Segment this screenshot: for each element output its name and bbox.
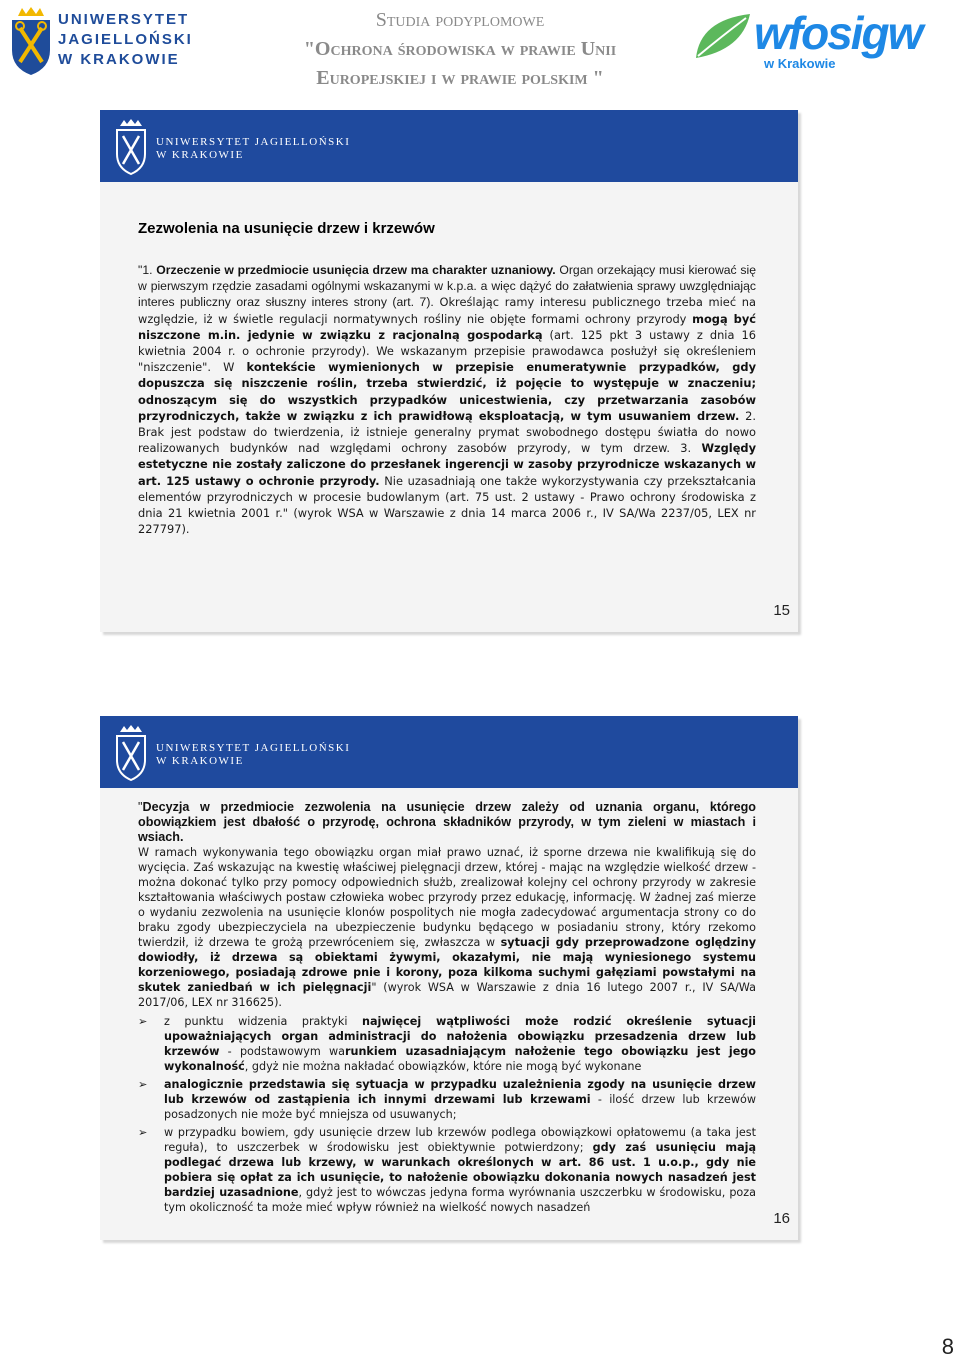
list-item: ➢ analogicznie przedstawia się sytuacja w przypadku uzależnienia zgody na usunięcie drzew lub krzewów od zastąpienia ich innymi drzewami lub krzewami - ilość drzew lub krzewów posadzonych nie może być mniejsza od usuwanych; xyxy=(138,1078,756,1121)
slide-page-number: 15 xyxy=(773,602,790,619)
slide-body-text: "1. Orzeczenie w przedmiocie usunięcia drzew ma charakter uznaniowy. Organ orzekający musi kierować się w pierwszym rzędzie zasadami ogólnymi wskazanymi w k.p.a. a więc dążyć do załatwienia sprawy uwzględniając interes publiczny oraz słuszny interes strony (art. 7). Określając ramy interesu publicznego trzeba mieć na względzie, iż w świetle regulacji normatywnych rośliny nie objęte formami ochrony przyrody mogą być niszczone m.in. jedynie w związku z racjonalną gospodarką (art. 125 pkt 3 ustawy z dnia 16 kwietnia 2004 r. o ochronie przyrody). We wskazanym przepisie prawodawca posłużył się określeniem "niszczenie". W kontekście wymienionych w przepisie enumeratywnie przypadków, gdy dopuszcza się niszczenie roślin, trzeba stwierdzić, iż pojęcie to występuje w znaczeniu; odnoszącym się do wszystkich przypadków unicestwienia, czy przetwarzania zasobów przyrodniczych, także w związku z ich prawidłową eksploatacją, w tym usuwaniem drzew. 2. Brak jest podstaw do twierdzenia, iż istnieje generalny prymat swobodnego dostępu światła do nowo realizowanych budynków nad względami ochrony zasobów przyrody, w tym drzew. 3. Względy estetyczne nie zostały zaliczone do przesłanek ingerencji w zasoby przyrodnicze wskazanych w art. 125 ustawy o ochronie przyrody. Nie uzasadniają one także wykorzystywania czy przekształcania elementów przyrodniczych w procesie budowlanym (art. 75 ust. 2 ustawy - Prawo ochrony środowiska z dnia 21 kwietnia 2001 r." (wyrok WSA w Warszawie z dnia 14 marca 2006 r., IV SA/Wa 2237/05, LEX nr 227797). xyxy=(138,263,756,537)
slide-16 xyxy=(100,716,798,1240)
leaf-icon xyxy=(692,10,754,62)
banner-text: UNIWERSYTET JAGIELLOŃSKI W KRAKOWIE xyxy=(156,136,351,161)
slide-banner xyxy=(100,110,798,182)
slide-page-number: 16 xyxy=(773,1210,790,1227)
slide-title: Zezwolenia na usunięcie drzew i krzewów xyxy=(138,220,435,237)
arrow-bullet-icon: ➢ xyxy=(138,1126,148,1139)
arrow-bullet-icon: ➢ xyxy=(138,1015,148,1028)
wfosigw-wordmark: wfosigw xyxy=(754,7,922,59)
uj-logo xyxy=(8,4,193,78)
uj-logo-text: UNIWERSYTET JAGIELLOŃSKI W KRAKOWIE xyxy=(58,11,193,68)
arrow-bullet-icon: ➢ xyxy=(138,1078,148,1091)
bullet-list xyxy=(138,1014,756,1215)
page-header-title: Studia podyplomowe "Ochrona środowiska w prawie Unii Europejskiej i w prawie polskim " xyxy=(303,9,617,89)
uj-crest-icon xyxy=(114,118,148,176)
list-item: ➢ w przypadku bowiem, gdy usunięcie drzew lub krzewów podlega obowiązkowi opłatowemu (a taka jest reguła), to uszczerbek w środowisku jest obiektywnie potwierdzony; gdy zaś usunięciu mają podlegać drzewa lub krzewy, w warunkach określonych w art. 86 ust. 1 u.o.p., gdy nie pobiera się opłat za ich usunięcie, to nałożenie obowiązku dokonania nowych nasadzeń jest bardziej uzasadnione, gdyż jest to wówczas jedyna forma wyrównania uszczerbku w środowisku, poza tym okoliczność ta może mieć wpływ również na wielkość nowych nasadzeń xyxy=(138,1126,756,1214)
banner-text: UNIWERSYTET JAGIELLOŃSKI W KRAKOWIE xyxy=(156,742,351,767)
slide-15 xyxy=(100,110,798,632)
list-item: ➢ z punktu widzenia praktyki najwięcej wątpliwości może rodzić określenie sytuacji upoważniających organ administracji do nałożenia obowiązku przesadzenia drzew lub krzewów - podstawowym warunkiem uzasadniającym nałożenie tego obowiązku jest jego wykonalność, gdyż nie można nakładać obowiązków, które nie mogą być wykonane xyxy=(138,1015,756,1073)
wfosigw-subtitle: w Krakowie xyxy=(764,56,836,71)
document-page-number: 8 xyxy=(941,1334,954,1359)
wfosigw-logo xyxy=(692,6,922,76)
slide-body-text: "Decyzja w przedmiocie zezwolenia na usunięcie drzew zależy od uznania organu, którego obowiązkiem jest dbałość o przyrodę, ochrona składników przyrody, w tym zieleni w miastach i wsiach. W ramach wykonywania tego obowiązku organ miał prawo uznać, iż sporne drzewa nie kwalifikują się do wycięcia. Zaś wskazując na kwestię właściwej pielęgnacji drzew, której - mając na względzie wielkość drzew - można dokonać tylko przy pomocy odpowiednich służb, zrealizował kolejny cel ochrony przyrody w zakresie kształtowania właściwych postaw człowieka wobec przyrody przez edukację, informację. W żadnej zaś mierze o wydaniu zezwolenia na usunięcie klonów pospolitych nie mogła zadecydować argumentacja strony co do braku zgody ubezpieczyciela na ubezpieczenie budynku będącego w posiadaniu strony, który rzekomo twierdził, iż drzewa te grożą przewróceniem się, zwłaszcza w sytuacji gdy przeprowadzone oględziny dowiodły, iż drzewa są obiektami żywymi, okazałymi, nie mają wyniesionego systemu korzeniowego, posiadają zdrowe pnie i korony, poza kilkoma suchymi gałęziami powstałymi na skutek zaniedbań w ich pielęgnacji" (wyrok WSA w Warszawie z dnia 16 lutego 2007 r., IV SA/Wa 2017/06, LEX nr 316625). ➢ z punktu widzenia praktyki najwięcej wątpliwości może rodzić określenie sytuacji upoważniających organ administracji do nałożenia obowiązku przesadzenia drzew lub krzewów - podstawowym warunkiem uzasadniającym nałożenie tego obowiązku jest jego wykonalność, gdyż nie można nakładać obowiązków, które nie mogą być wykonane ➢ analogicznie przedstawia się sytuacja w przypadku uzależnienia zgody na usunięcie drzew lub krzewów od zastąpienia ich innymi drzewami lub krzewami - ilość drzew lub krzewów posadzonych nie może być mniejsza od usuwanych; ➢ w przypadku bowiem, gdy usunięcie drzew lub krzewów podlega obowiązkowi opłatowemu (a taka jest reguła), to uszczerbek w środowisku jest obiektywnie potwierdzony; gdy zaś usunięciu mają podlegać drzewa lub krzewy, w warunkach określonych w art. 86 ust. 1 u.o.p., gdy nie pobiera się opłat za ich usunięcie, to nałożenie obowiązku dokonania nowych nasadzeń jest bardziej uzasadnione, gdyż jest to wówczas jedyna forma wyrównania uszczerbku w środowisku, poza tym okoliczność ta może mieć wpływ również na wielkość nowych nasadzeń xyxy=(138,800,756,1214)
uj-crest-icon xyxy=(8,6,54,76)
uj-crest-icon xyxy=(114,724,148,782)
slide-banner xyxy=(100,716,798,788)
